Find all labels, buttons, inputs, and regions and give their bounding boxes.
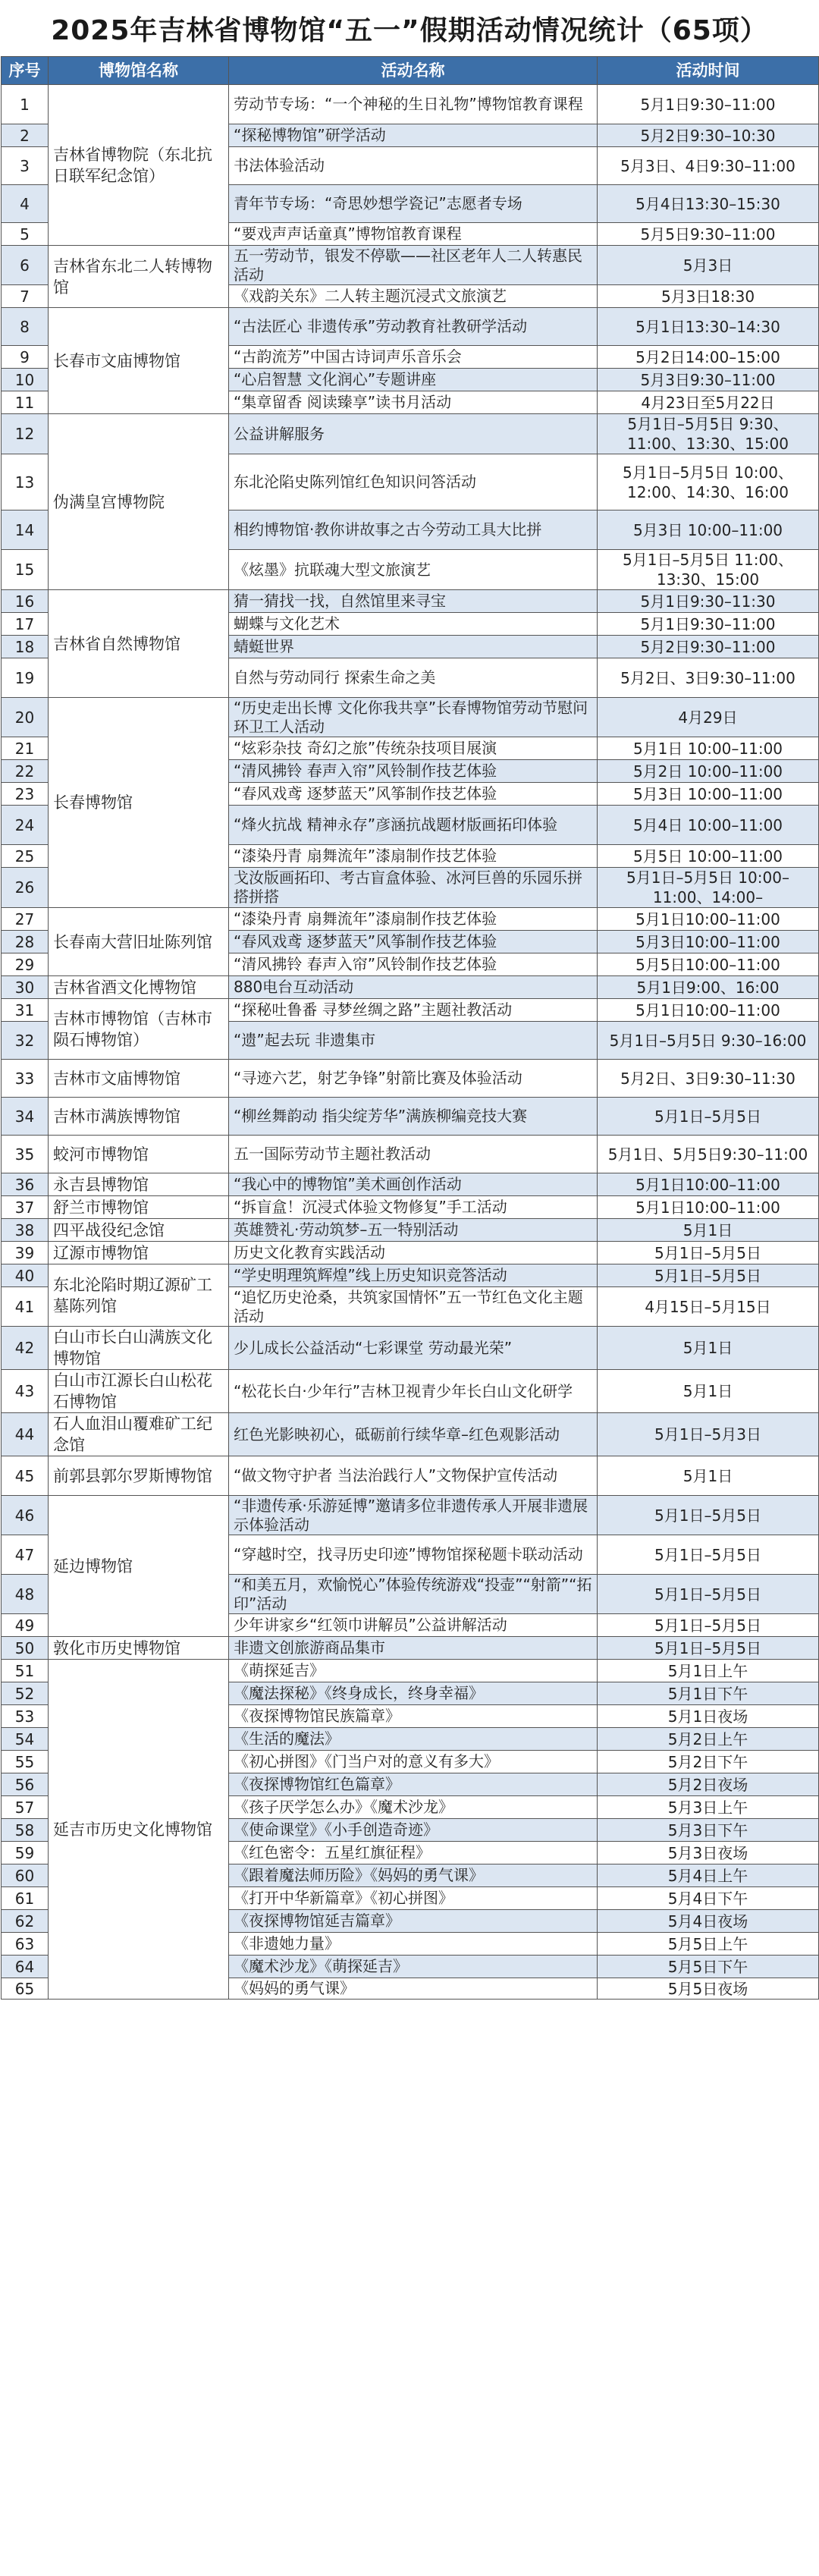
table-row (2, 698, 819, 737)
activity-name: 《萌探延吉》 (229, 1660, 598, 1682)
activity-time: 5月1日9:30–11:00 (598, 613, 819, 636)
activity-name: 《夜探博物馆红色篇章》 (229, 1773, 598, 1796)
activity-time: 5月2日9:30–10:30 (598, 124, 819, 147)
activity-time: 5月1日9:00、16:00 (598, 976, 819, 999)
activity-time: 5月1日夜场 (598, 1705, 819, 1728)
activity-name: “炫彩杂技 奇幻之旅”传统杂技项目展演 (229, 737, 598, 760)
row-number: 43 (2, 1370, 49, 1413)
activity-name: 青年节专场：“奇思妙想学瓷记”志愿者专场 (229, 185, 598, 223)
table-row (2, 1173, 819, 1196)
row-number: 31 (2, 999, 49, 1022)
museum-name: 四平战役纪念馆 (49, 1219, 229, 1242)
row-number: 5 (2, 223, 49, 246)
museum-name: 吉林市文庙博物馆 (49, 1060, 229, 1098)
activity-time: 5月1日、5月5日9:30–11:00 (598, 1136, 819, 1173)
table-row (2, 1196, 819, 1219)
table-row (2, 1136, 819, 1173)
museum-name: 吉林省自然博物馆 (49, 590, 229, 698)
activity-time: 5月3日10:00–11:00 (598, 931, 819, 953)
table-body (2, 85, 819, 2000)
activity-time: 5月5日10:00–11:00 (598, 953, 819, 976)
activity-time: 5月2日下午 (598, 1751, 819, 1773)
activity-time: 5月1日上午 (598, 1660, 819, 1682)
activity-time: 4月23日至5月22日 (598, 391, 819, 414)
museum-name: 舒兰市博物馆 (49, 1196, 229, 1219)
museum-name: 延吉市历史文化博物馆 (49, 1660, 229, 2000)
activity-name: 红色光影映初心，砥砺前行续华章–红色观影活动 (229, 1413, 598, 1456)
row-number: 50 (2, 1637, 49, 1660)
activity-name: “探秘吐鲁番 寻梦丝绸之路”主题社教活动 (229, 999, 598, 1022)
row-number: 49 (2, 1614, 49, 1637)
activity-name: 猜一猜找一找，自然馆里来寻宝 (229, 590, 598, 613)
row-number: 63 (2, 1933, 49, 1956)
row-number: 47 (2, 1535, 49, 1575)
activity-name: 《使命课堂》《小手创造奇迹》 (229, 1819, 598, 1842)
activity-time: 5月1日 (598, 1327, 819, 1370)
activity-time: 5月3日 10:00–11:00 (598, 783, 819, 806)
row-number: 52 (2, 1682, 49, 1705)
activity-name: “烽火抗战 精神永存”彦涵抗战题材版画拓印体验 (229, 806, 598, 845)
header-time: 活动时间 (598, 57, 819, 85)
activity-name: 劳动节专场：“一个神秘的生日礼物”博物馆教育课程 (229, 85, 598, 124)
activity-name: “探秘博物馆”研学活动 (229, 124, 598, 147)
row-number: 1 (2, 85, 49, 124)
activity-name: “我心中的博物馆”美术画创作活动 (229, 1173, 598, 1196)
activity-time: 5月1日–5月5日 11:00、13:30、15:00 (598, 550, 819, 590)
activity-time: 5月1日 (598, 1219, 819, 1242)
activity-name: 非遗文创旅游商品集市 (229, 1637, 598, 1660)
activity-name: “清风拂铃 春声入帘”风铃制作技艺体验 (229, 953, 598, 976)
activity-name: “学史明理筑辉煌”线上历史知识竞答活动 (229, 1264, 598, 1287)
museum-name: 吉林省东北二人转博物馆 (49, 246, 229, 308)
museum-name: 长春市文庙博物馆 (49, 308, 229, 414)
activity-name: 《魔法探秘》《终身成长，终身幸福》 (229, 1682, 598, 1705)
activity-name: “心启智慧 文化润心”专题讲座 (229, 369, 598, 391)
activity-name: 《夜探博物馆延吉篇章》 (229, 1910, 598, 1933)
activity-time: 5月1日9:30–11:30 (598, 590, 819, 613)
activity-name: 历史文化教育实践活动 (229, 1242, 598, 1264)
activity-time: 5月3日上午 (598, 1796, 819, 1819)
activity-name: “漆染丹青 扇舞流年”漆扇制作技艺体验 (229, 908, 598, 931)
page-title: 2025年吉林省博物馆“五一”假期活动情况统计（65项） (51, 14, 768, 46)
activity-time: 5月5日9:30–11:00 (598, 223, 819, 246)
activity-name: 880电台互动活动 (229, 976, 598, 999)
table-row (2, 1637, 819, 1660)
activity-name: “做文物守护者 当法治践行人”文物保护宣传活动 (229, 1456, 598, 1496)
activity-time: 5月4日上午 (598, 1864, 819, 1887)
row-number: 19 (2, 658, 49, 698)
museum-name: 白山市江源长白山松花石博物馆 (49, 1370, 229, 1413)
row-number: 13 (2, 454, 49, 510)
row-number: 37 (2, 1196, 49, 1219)
row-number: 34 (2, 1098, 49, 1136)
activity-time: 5月4日 10:00–11:00 (598, 806, 819, 845)
activity-name: 《戏韵关东》二人转主题沉浸式文旅演艺 (229, 285, 598, 308)
activity-name: “穿越时空，找寻历史印迹”博物馆探秘题卡联动活动 (229, 1535, 598, 1575)
museum-name: 长春博物馆 (49, 698, 229, 908)
activity-time: 4月15日–5月15日 (598, 1287, 819, 1327)
museum-name: 吉林省酒文化博物馆 (49, 976, 229, 999)
row-number: 18 (2, 636, 49, 658)
activity-time: 5月2日 10:00–11:00 (598, 760, 819, 783)
activity-time: 5月1日10:00–11:00 (598, 999, 819, 1022)
table-row (2, 1660, 819, 1682)
activity-name: 《打开中华新篇章》《初心拼图》 (229, 1887, 598, 1910)
activity-time: 5月1日–5月5日 9:30–16:00 (598, 1022, 819, 1060)
row-number: 39 (2, 1242, 49, 1264)
row-number: 27 (2, 908, 49, 931)
row-number: 56 (2, 1773, 49, 1796)
activity-time: 5月2日夜场 (598, 1773, 819, 1796)
activity-time: 5月5日夜场 (598, 1978, 819, 2000)
activity-time: 5月1日10:00–11:00 (598, 908, 819, 931)
activity-name: 蜻蜓世界 (229, 636, 598, 658)
row-number: 42 (2, 1327, 49, 1370)
row-number: 16 (2, 590, 49, 613)
museum-name: 长春南大营旧址陈列馆 (49, 908, 229, 976)
activity-name: 《初心拼图》《门当户对的意义有多大》 (229, 1751, 598, 1773)
row-number: 4 (2, 185, 49, 223)
activity-name: “松花长白·少年行”吉林卫视青少年长白山文化研学 (229, 1370, 598, 1413)
row-number: 21 (2, 737, 49, 760)
header-museum: 博物馆名称 (49, 57, 229, 85)
activity-time: 5月1日–5月5日 10:00、12:00、14:30、16:00 (598, 454, 819, 510)
activity-time: 5月3日9:30–11:00 (598, 369, 819, 391)
activity-name: “拆盲盒！沉浸式体验文物修复”手工活动 (229, 1196, 598, 1219)
row-number: 46 (2, 1496, 49, 1535)
row-number: 62 (2, 1910, 49, 1933)
activity-name: “漆染丹青 扇舞流年”漆扇制作技艺体验 (229, 845, 598, 868)
activity-time: 5月1日 10:00–11:00 (598, 737, 819, 760)
activity-time: 5月3日 (598, 246, 819, 285)
activity-time: 5月1日–5月5日 10:00–11:00、14:00– (598, 868, 819, 908)
row-number: 36 (2, 1173, 49, 1196)
museum-name: 吉林市博物馆（吉林市陨石博物馆） (49, 999, 229, 1060)
activity-name: “柳丝舞韵动 指尖绽芳华”满族柳编竞技大赛 (229, 1098, 598, 1136)
row-number: 45 (2, 1456, 49, 1496)
activity-name: 《炫墨》抗联魂大型文旅演艺 (229, 550, 598, 590)
activity-name: 《孩子厌学怎么办》《魔术沙龙》 (229, 1796, 598, 1819)
activity-name: 自然与劳动同行 探索生命之美 (229, 658, 598, 698)
activity-name: “追忆历史沧桑，共筑家国情怀”五一节红色文化主题活动 (229, 1287, 598, 1327)
activity-name: “非遗传承·乐游延博”邀请多位非遗传承人开展非遗展示体验活动 (229, 1496, 598, 1535)
table-row (2, 1327, 819, 1370)
activity-time: 5月3日下午 (598, 1819, 819, 1842)
row-number: 41 (2, 1287, 49, 1327)
activity-time: 5月5日下午 (598, 1956, 819, 1978)
table-row (2, 414, 819, 454)
activity-time: 5月4日13:30–15:30 (598, 185, 819, 223)
row-number: 51 (2, 1660, 49, 1682)
activity-name: “遗”起去玩 非遗集市 (229, 1022, 598, 1060)
activity-time: 4月29日 (598, 698, 819, 737)
activity-time: 5月4日下午 (598, 1887, 819, 1910)
activity-time: 5月4日夜场 (598, 1910, 819, 1933)
row-number: 2 (2, 124, 49, 147)
activity-time: 5月1日10:00–11:00 (598, 1196, 819, 1219)
table-row (2, 308, 819, 346)
activity-name: 戈汝版画拓印、考古盲盒体验、冰河巨兽的乐园乐拼搭拼搭 (229, 868, 598, 908)
row-number: 6 (2, 246, 49, 285)
activity-name: “清风拂铃 春声入帘”风铃制作技艺体验 (229, 760, 598, 783)
activity-time: 5月2日14:00–15:00 (598, 346, 819, 369)
activity-name: 《夜探博物馆民族篇章》 (229, 1705, 598, 1728)
museum-name: 永吉县博物馆 (49, 1173, 229, 1196)
museum-name: 前郭县郭尔罗斯博物馆 (49, 1456, 229, 1496)
activity-name: “和美五月，欢愉悦心”体验传统游戏“投壶”“射箭”“拓印”活动 (229, 1575, 598, 1614)
row-number: 11 (2, 391, 49, 414)
activity-name: 相约博物馆·教你讲故事之古今劳动工具大比拼 (229, 510, 598, 550)
museum-name: 吉林市满族博物馆 (49, 1098, 229, 1136)
activity-time: 5月1日–5月3日 (598, 1413, 819, 1456)
activity-name: 《妈妈的勇气课》 (229, 1978, 598, 2000)
row-number: 48 (2, 1575, 49, 1614)
activity-time: 5月1日13:30–14:30 (598, 308, 819, 346)
activity-name: “古韵流芳”中国古诗词声乐音乐会 (229, 346, 598, 369)
museum-name: 伪满皇宫博物院 (49, 414, 229, 590)
table-row (2, 1496, 819, 1535)
row-number: 9 (2, 346, 49, 369)
table-row (2, 1242, 819, 1264)
row-number: 25 (2, 845, 49, 868)
activity-time: 5月5日 10:00–11:00 (598, 845, 819, 868)
row-number: 20 (2, 698, 49, 737)
row-number: 7 (2, 285, 49, 308)
activity-table (1, 56, 819, 2000)
table-row (2, 1413, 819, 1456)
row-number: 64 (2, 1956, 49, 1978)
activity-time: 5月1日–5月5日 (598, 1264, 819, 1287)
activity-name: “集章留香 阅读臻享”读书月活动 (229, 391, 598, 414)
museum-name: 敦化市历史博物馆 (49, 1637, 229, 1660)
activity-name: “要戏声声话童真”博物馆教育课程 (229, 223, 598, 246)
header-no: 序号 (2, 57, 49, 85)
row-number: 17 (2, 613, 49, 636)
header-activity: 活动名称 (229, 57, 598, 85)
activity-name: 东北沦陷史陈列馆红色知识问答活动 (229, 454, 598, 510)
activity-name: “寻迹六艺，射艺争锋”射箭比赛及体验活动 (229, 1060, 598, 1098)
row-number: 26 (2, 868, 49, 908)
row-number: 3 (2, 147, 49, 185)
row-number: 28 (2, 931, 49, 953)
museum-name: 延边博物馆 (49, 1496, 229, 1637)
table-row (2, 1370, 819, 1413)
activity-name: 《生活的魔法》 (229, 1728, 598, 1751)
museum-name: 蛟河市博物馆 (49, 1136, 229, 1173)
activity-name: “春风戏鸢 逐梦蓝天”风筝制作技艺体验 (229, 931, 598, 953)
activity-time: 5月3日夜场 (598, 1842, 819, 1864)
table-row (2, 999, 819, 1022)
museum-name: 东北沦陷时期辽源矿工墓陈列馆 (49, 1264, 229, 1327)
activity-name: 《非遗她力量》 (229, 1933, 598, 1956)
museum-name: 白山市长白山满族文化博物馆 (49, 1327, 229, 1370)
museum-name: 吉林省博物院（东北抗日联军纪念馆） (49, 85, 229, 246)
row-number: 57 (2, 1796, 49, 1819)
row-number: 58 (2, 1819, 49, 1842)
row-number: 54 (2, 1728, 49, 1751)
row-number: 12 (2, 414, 49, 454)
row-number: 14 (2, 510, 49, 550)
table-row (2, 246, 819, 285)
activity-time: 5月2日上午 (598, 1728, 819, 1751)
activity-name: “古法匠心 非遗传承”劳动教育社教研学活动 (229, 308, 598, 346)
row-number: 23 (2, 783, 49, 806)
activity-name: 少儿成长公益活动“七彩课堂 劳动最光荣” (229, 1327, 598, 1370)
row-number: 44 (2, 1413, 49, 1456)
activity-time: 5月3日18:30 (598, 285, 819, 308)
activity-time: 5月1日–5月5日 (598, 1496, 819, 1535)
table-row (2, 1264, 819, 1287)
activity-name: 英雄赞礼·劳动筑梦–五一特别活动 (229, 1219, 598, 1242)
activity-name: 蝴蝶与文化艺术 (229, 613, 598, 636)
row-number: 65 (2, 1978, 49, 2000)
row-number: 15 (2, 550, 49, 590)
row-number: 33 (2, 1060, 49, 1098)
museum-name: 石人血泪山覆难矿工纪念馆 (49, 1413, 229, 1456)
activity-time: 5月1日–5月5日 (598, 1098, 819, 1136)
row-number: 35 (2, 1136, 49, 1173)
activity-name: 《跟着魔法师历险》《妈妈的勇气课》 (229, 1864, 598, 1887)
row-number: 53 (2, 1705, 49, 1728)
row-number: 38 (2, 1219, 49, 1242)
table-row (2, 1456, 819, 1496)
activity-time: 5月5日上午 (598, 1933, 819, 1956)
activity-name: 五一国际劳动节主题社教活动 (229, 1136, 598, 1173)
table-row (2, 85, 819, 124)
activity-time: 5月1日–5月5日 9:30、11:00、13:30、15:00 (598, 414, 819, 454)
activity-time: 5月1日–5月5日 (598, 1535, 819, 1575)
activity-name: 《红色密令：五星红旗征程》 (229, 1842, 598, 1864)
activity-time: 5月3日、4日9:30–11:00 (598, 147, 819, 185)
activity-time: 5月1日–5月5日 (598, 1242, 819, 1264)
row-number: 29 (2, 953, 49, 976)
activity-name: 书法体验活动 (229, 147, 598, 185)
activity-time: 5月2日9:30–11:00 (598, 636, 819, 658)
row-number: 60 (2, 1864, 49, 1887)
row-number: 32 (2, 1022, 49, 1060)
row-number: 10 (2, 369, 49, 391)
row-number: 40 (2, 1264, 49, 1287)
activity-time: 5月1日 (598, 1456, 819, 1496)
row-number: 30 (2, 976, 49, 999)
activity-time: 5月1日10:00–11:00 (598, 1173, 819, 1196)
activity-name: “春风戏鸢 逐梦蓝天”风筝制作技艺体验 (229, 783, 598, 806)
row-number: 8 (2, 308, 49, 346)
activity-name: 《魔术沙龙》《萌探延吉》 (229, 1956, 598, 1978)
activity-time: 5月1日 (598, 1370, 819, 1413)
activity-time: 5月1日–5月5日 (598, 1614, 819, 1637)
activity-time: 5月3日 10:00–11:00 (598, 510, 819, 550)
activity-time: 5月2日、3日9:30–11:30 (598, 1060, 819, 1098)
table-row (2, 590, 819, 613)
row-number: 55 (2, 1751, 49, 1773)
row-number: 61 (2, 1887, 49, 1910)
activity-time: 5月1日–5月5日 (598, 1637, 819, 1660)
activity-name: “历史走出长博 文化你我共享”长春博物馆劳动节慰问环卫工人活动 (229, 698, 598, 737)
row-number: 59 (2, 1842, 49, 1864)
activity-time: 5月1日下午 (598, 1682, 819, 1705)
activity-name: 少年讲家乡“红领巾讲解员”公益讲解活动 (229, 1614, 598, 1637)
table-row (2, 908, 819, 931)
table-row (2, 1219, 819, 1242)
table-header-row (2, 57, 819, 85)
row-number: 24 (2, 806, 49, 845)
museum-name: 辽源市博物馆 (49, 1242, 229, 1264)
activity-time: 5月1日9:30–11:00 (598, 85, 819, 124)
activity-name: 公益讲解服务 (229, 414, 598, 454)
table-row (2, 976, 819, 999)
activity-time: 5月1日–5月5日 (598, 1575, 819, 1614)
table-row (2, 1060, 819, 1098)
activity-time: 5月2日、3日9:30–11:00 (598, 658, 819, 698)
table-row (2, 1098, 819, 1136)
activity-name: 五一劳动节，银发不停歇——社区老年人二人转惠民活动 (229, 246, 598, 285)
row-number: 22 (2, 760, 49, 783)
